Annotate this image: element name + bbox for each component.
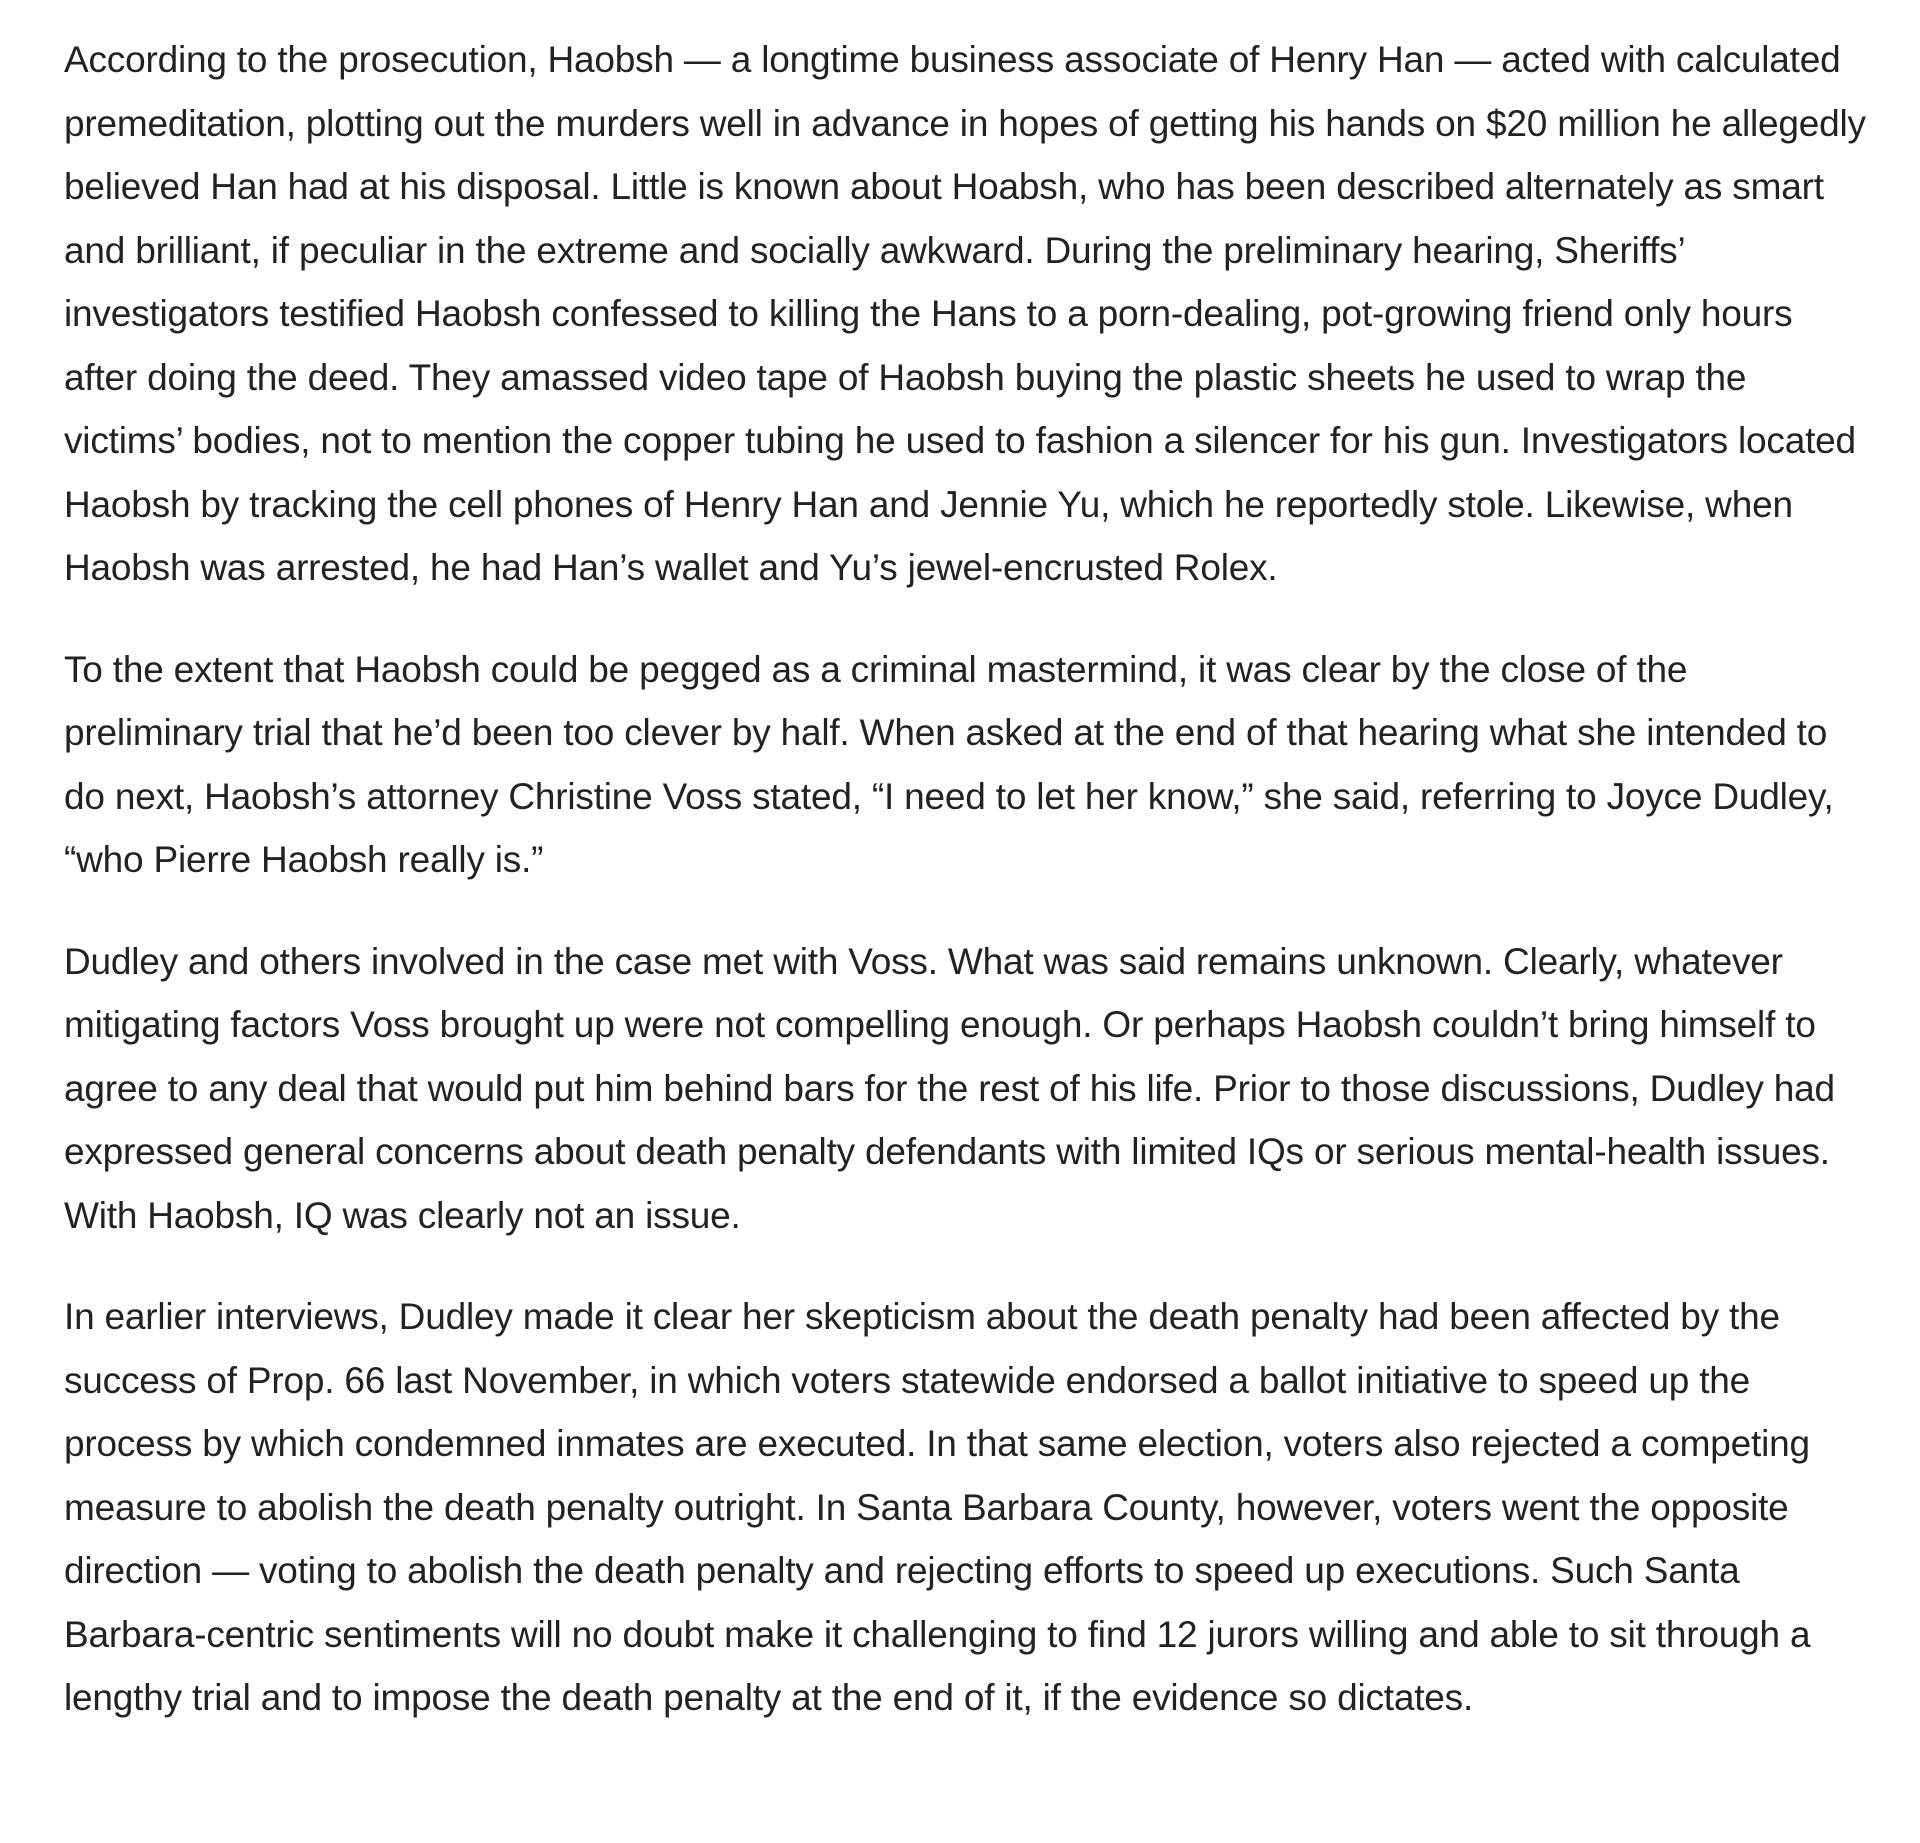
article-paragraph: In earlier interviews, Dudley made it clear her skepticism about the death penalty had been affected by the success of Prop. 66 last November, in which voters statewide endorsed a ballot initiative to speed up the process by which condemned inmates are executed. In that same election, voters also rejected a competing measure to abolish the death penalty outright. In Santa Barbara County, however, voters went the opposite direction — voting to abolish the death penalty and rejecting efforts to speed up executions. Such Santa Barbara-centric sentiments will no doubt make it challenging to find 12 jurors willing and able to sit through a lengthy trial and to impose the death penalty at the end of it, if the evidence so dictates.: [64, 1296, 1811, 1718]
article-paragraph: Dudley and others involved in the case met with Voss. What was said remains unknown. Clearly, whatever mitigating factors Voss brought up were not compelling enough. Or perhaps Haobsh couldn’t bring himself to agree to any deal that would put him behind bars for the rest of his life. Prior to those discussions, Dudley had expressed general concerns about death penalty defendants with limited IQs or serious mental-health issues. With Haobsh, IQ was clearly not an issue.: [64, 940, 1835, 1236]
article-body: [64, 28, 1874, 1768]
article-paragraph: To the extent that Haobsh could be pegged as a criminal mastermind, it was clear by the close of the preliminary trial that he’d been too clever by half. When asked at the end of that hearing what she intended to do next, Haobsh’s attorney Christine Voss stated, “I need to let her know,” she said, referring to Joyce Dudley, “who Pierre Haobsh really is.”: [64, 648, 1834, 880]
article-paragraph: According to the prosecution, Haobsh — a longtime business associate of Henry Han — acted with calculated premeditation, plotting out the murders well in advance in hopes of getting his hands on $20 million he allegedly believed Han had at his disposal. Little is known about Hoabsh, who has been described alternately as smart and brilliant, if peculiar in the extreme and socially awkward. During the preliminary hearing, Sheriffs’ investigators testified Haobsh confessed to killing the Hans to a porn-dealing, pot-growing friend only hours after doing the deed. They amassed video tape of Haobsh buying the plastic sheets he used to wrap the victims’ bodies, not to mention the copper tubing he used to fashion a silencer for his gun. Investigators located Haobsh by tracking the cell phones of Henry Han and Jennie Yu, which he reportedly stole. Likewise, when Haobsh was arrested, he had Han’s wallet and Yu’s jewel-encrusted Rolex.: [64, 39, 1866, 588]
